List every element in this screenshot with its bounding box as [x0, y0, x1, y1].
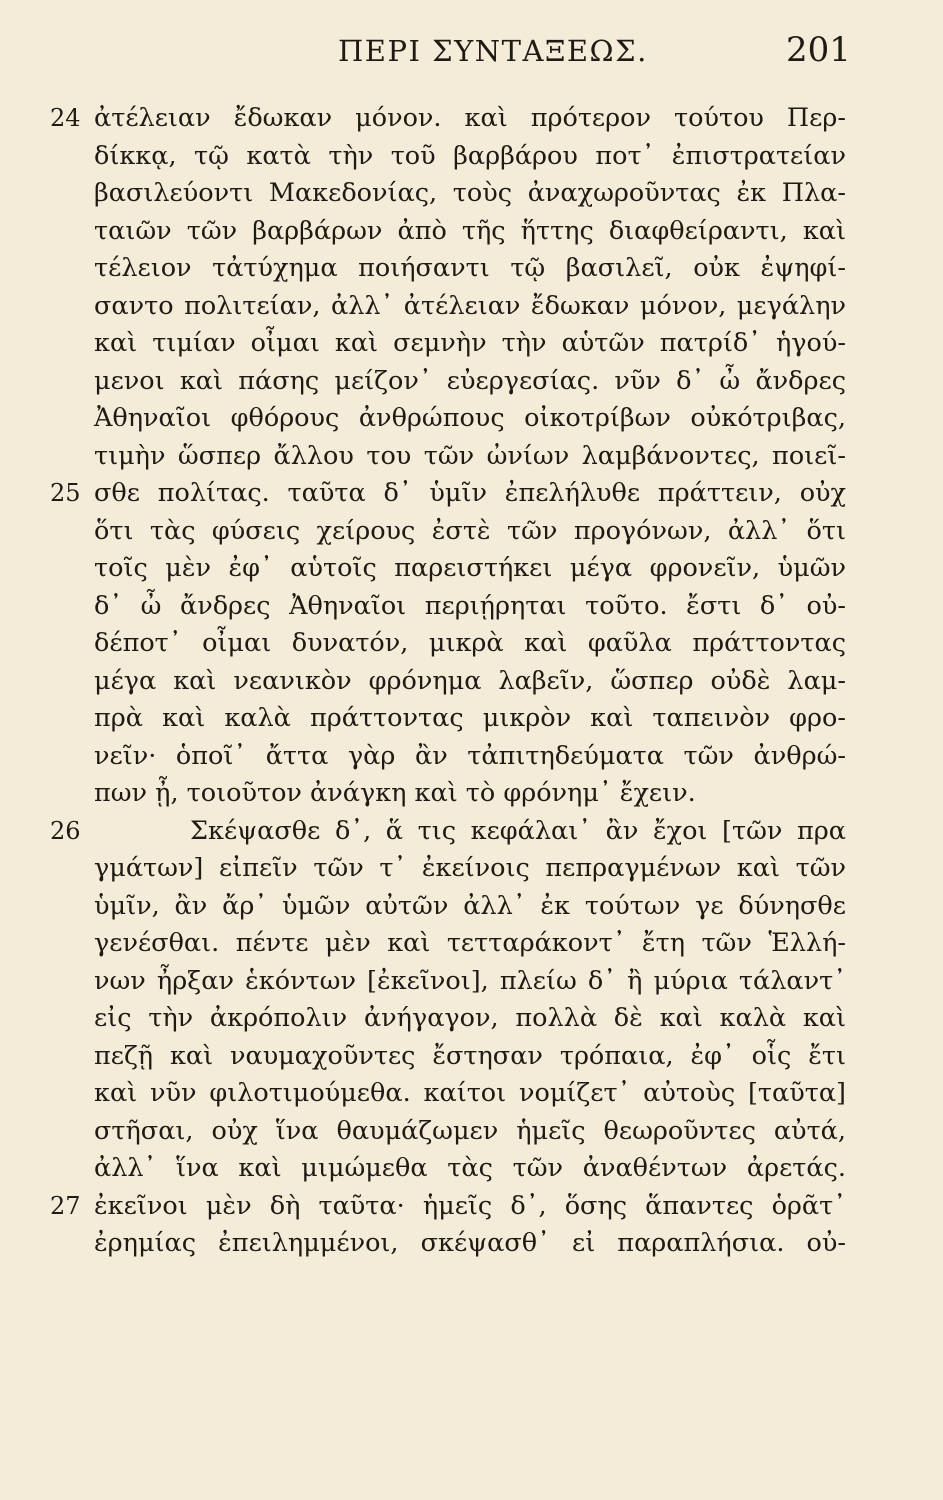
- line-text: δίκκᾳ, τῷ κατὰ τὴν τοῦ βαρβάρου ποτ᾽ ἐπιστρατείαν: [94, 140, 846, 171]
- text-line: [0, 738, 943, 776]
- line-text: βασιλεύοντι Μακεδονίας, τοὺς ἀναχωροῦντας ἐκ Πλα-: [94, 178, 846, 208]
- line-text: δ᾽ ὦ ἄνδρες Ἀθηναῖοι περιῄρηται τοῦτο. ἔστι δ᾽ οὐ-: [94, 590, 846, 621]
- line-text: τιμὴν ὥσπερ ἄλλου του τῶν ὠνίων λαμβάνοντες, ποιεῖ-: [94, 440, 846, 471]
- line-text: τέλειον τἀτύχημα ποιήσαντι τῷ βασιλεῖ, οὐκ ἐψηφί-: [94, 253, 846, 283]
- line-text: μενοι καὶ πάσης μείζον᾽ εὐεργεσίας. νῦν δ᾽ ὦ ἄνδρες: [94, 365, 846, 396]
- line-text: σθε πολίτας. ταῦτα δ᾽ ὑμῖν ἐπελήλυθε πράττειν, οὐχ: [94, 478, 846, 508]
- text-line: [0, 400, 943, 438]
- text-line: [0, 1113, 943, 1151]
- text-line: [0, 1188, 943, 1226]
- text-line: [0, 588, 943, 626]
- line-text: σαντο πολιτείαν, ἀλλ᾽ ἀτέλειαν ἔδωκαν μόνον, μεγάλην: [94, 290, 846, 321]
- line-text: πεζῇ καὶ ναυμαχοῦντες ἔστησαν τρόπαια, ἐφ᾽ οἷς ἔτι: [94, 1040, 846, 1071]
- text-line: [0, 175, 943, 213]
- line-text: ἐρημίας ἐπειλημμένοι, σκέψασθ᾽ εἰ παραπλήσια. οὐ-: [94, 1228, 846, 1258]
- line-text: ὑμῖν, ἂν ἄρ᾽ ὑμῶν αὐτῶν ἀλλ᾽ ἐκ τούτων γε δύνησθε: [94, 890, 846, 921]
- running-title: ΠΕΡΙ ΣΥΝΤΑΞΕΩΣ.: [338, 34, 648, 68]
- page-header: [0, 28, 943, 68]
- text-line: [0, 963, 943, 1001]
- line-text: γενέσθαι. πέντε μὲν καὶ τετταράκοντ᾽ ἔτη τῶν Ἑλλή-: [94, 928, 846, 958]
- text-line: [0, 438, 943, 476]
- text-line: [0, 925, 943, 963]
- text-body: [0, 100, 943, 1263]
- line-text: Σκέψασθε δ᾽, ἅ τις κεφάλαι᾽ ἂν ἔχοι [τῶν πρα: [190, 815, 846, 846]
- line-text: νεῖν· ὁποῖ᾽ ἄττα γὰρ ἂν τἀπιτηδεύματα τῶν ἀνθρώ-: [94, 740, 846, 771]
- text-line: [0, 625, 943, 663]
- text-line: [0, 475, 943, 513]
- line-text: ἀλλ᾽ ἵνα καὶ μιμώμεθα τὰς τῶν ἀναθέντων ἀρετάς.: [94, 1153, 846, 1183]
- page-number: 201: [786, 30, 851, 70]
- text-line: [0, 775, 943, 813]
- line-text: στῆσαι, οὐχ ἵνα θαυμάζωμεν ἡμεῖς θεωροῦντες αὐτά,: [94, 1115, 846, 1146]
- text-line: [0, 888, 943, 926]
- text-line: [0, 663, 943, 701]
- section-number: 25: [50, 479, 81, 507]
- line-text: Ἀθηναῖοι φθόρους ἀνθρώπους οἰκοτρίβων οὐκότριβας,: [94, 403, 846, 433]
- line-text: δέποτ᾽ οἶμαι δυνατόν, μικρὰ καὶ φαῦλα πράττοντας: [94, 628, 846, 658]
- line-text: ἐκεῖνοι μὲν δὴ ταῦτα· ἡμεῖς δ᾽, ὅσης ἅπαντες ὁρᾶτ᾽: [94, 1190, 846, 1221]
- text-line: [0, 850, 943, 888]
- line-text: ὅτι τὰς φύσεις χείρους ἐστὲ τῶν προγόνων, ἀλλ᾽ ὅτι: [94, 515, 846, 546]
- text-line: [0, 1000, 943, 1038]
- line-text: τοῖς μὲν ἐφ᾽ αὑτοῖς παρειστήκει μέγα φρονεῖν, ὑμῶν: [94, 553, 846, 583]
- text-line: [0, 325, 943, 363]
- line-text: μέγα καὶ νεανικὸν φρόνημα λαβεῖν, ὥσπερ οὐδὲ λαμ-: [94, 665, 846, 696]
- text-line: [0, 1225, 943, 1263]
- text-line: [0, 700, 943, 738]
- text-line: [0, 1075, 943, 1113]
- text-line: [0, 213, 943, 251]
- line-text: ἀτέλειαν ἔδωκαν μόνον. καὶ πρότερον τούτου Περ-: [94, 103, 846, 133]
- text-line: [0, 1150, 943, 1188]
- line-text: πων ᾖ, τοιοῦτον ἀνάγκη καὶ τὸ φρόνημ᾽ ἔχειν.: [94, 778, 696, 808]
- section-number: 24: [50, 104, 81, 132]
- section-number: 26: [50, 816, 81, 845]
- text-line: [0, 250, 943, 288]
- section-number: 27: [50, 1191, 81, 1220]
- line-text: καὶ νῦν φιλοτιμούμεθα. καίτοι νομίζετ᾽ αὐτοὺς [ταῦτα]: [94, 1078, 846, 1108]
- text-line: [0, 550, 943, 588]
- text-line: [0, 288, 943, 326]
- line-text: καὶ τιμίαν οἶμαι καὶ σεμνὴν τὴν αὑτῶν πατρίδ᾽ ἡγού-: [94, 328, 846, 358]
- line-text: εἰς τὴν ἀκρόπολιν ἀνήγαγον, πολλὰ δὲ καὶ καλὰ καὶ: [94, 1003, 846, 1033]
- line-text: γμάτων] εἰπεῖν τῶν τ᾽ ἐκείνοις πεπραγμένων καὶ τῶν: [94, 853, 846, 883]
- text-line: [0, 138, 943, 176]
- line-text: νων ἦρξαν ἑκόντων [ἐκεῖνοι], πλείω δ᾽ ἢ μύρια τάλαντ᾽: [94, 965, 846, 996]
- text-line: [0, 363, 943, 401]
- text-line: [0, 513, 943, 551]
- text-line: [0, 813, 943, 851]
- text-line: [0, 1038, 943, 1076]
- line-text: ταιῶν τῶν βαρβάρων ἀπὸ τῆς ἥττης διαφθείραντι, καὶ: [94, 215, 846, 246]
- line-text: πρὰ καὶ καλὰ πράττοντας μικρὸν καὶ ταπεινὸν φρο-: [94, 703, 846, 733]
- text-line: [0, 100, 943, 138]
